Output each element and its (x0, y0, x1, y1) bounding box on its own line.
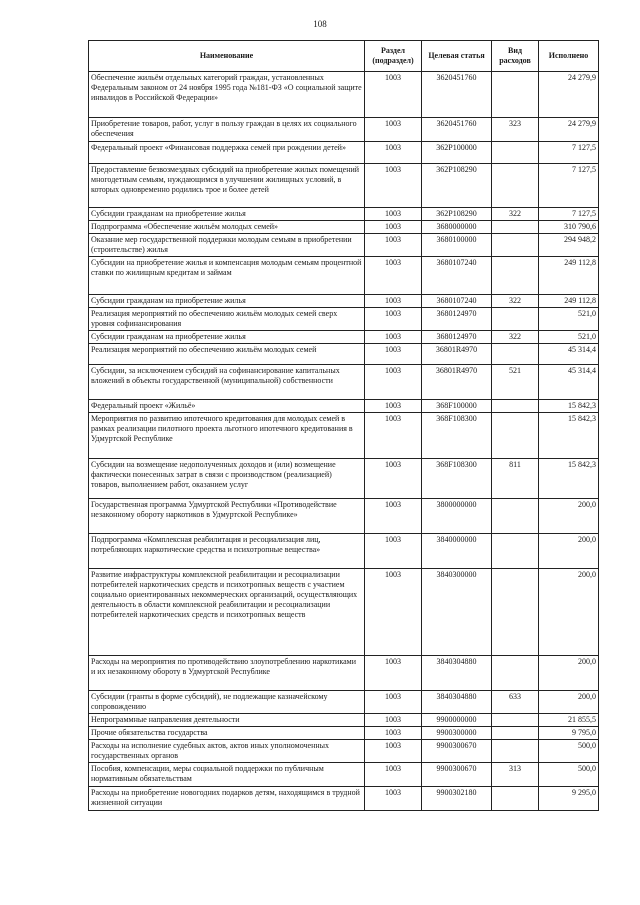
header-target: Целевая статья (422, 41, 492, 72)
table-row (89, 740, 599, 763)
cell-name: Расходы на исполнение судебных актов, актов иных уполномоченных государственных органов (89, 740, 365, 763)
cell-section: 1003 (365, 400, 422, 413)
cell-amount: 9 295,0 (539, 787, 599, 811)
cell-target: 36801R4970 (422, 365, 492, 400)
cell-name: Мероприятия по развитию ипотечного кредитования для молодых семей в рамках реализации пилотного проекта льготного ипотечного кредитования в Удмуртской Республике (89, 413, 365, 459)
cell-name: Федеральный проект «Жильё» (89, 400, 365, 413)
cell-expense-type (492, 569, 539, 656)
cell-name: Субсидии на приобретение жилья и компенсация молодым семьям процентной ставки по жилищным кредитам и займам (89, 257, 365, 295)
cell-expense-type (492, 400, 539, 413)
table-row (89, 569, 599, 656)
cell-expense-type (492, 727, 539, 740)
cell-expense-type (492, 221, 539, 234)
cell-target: 3840000000 (422, 534, 492, 569)
cell-target: 3840300000 (422, 569, 492, 656)
cell-expense-type (492, 499, 539, 534)
cell-name: Субсидии на возмещение недополученных доходов и (или) возмещение фактически понесенных затрат в связи с производством (реализацией) товаров, выполнением работ, оказанием услуг (89, 459, 365, 499)
cell-expense-type (492, 534, 539, 569)
cell-expense-type (492, 413, 539, 459)
cell-amount: 200,0 (539, 534, 599, 569)
cell-section: 1003 (365, 740, 422, 763)
table-row (89, 221, 599, 234)
header-expense-type: Вид расходов (492, 41, 539, 72)
cell-section: 1003 (365, 295, 422, 308)
table-row (89, 714, 599, 727)
cell-amount: 45 314,4 (539, 344, 599, 365)
table-row (89, 365, 599, 400)
cell-name: Пособия, компенсации, меры социальной поддержки по публичным нормативным обязательствам (89, 763, 365, 787)
cell-name: Оказание мер государственной поддержки молодым семьям в приобретении (строительстве) жилья (89, 234, 365, 257)
cell-expense-type: 313 (492, 763, 539, 787)
table-row (89, 164, 599, 208)
header-amount: Исполнено (539, 41, 599, 72)
cell-target: 3680124970 (422, 308, 492, 331)
cell-expense-type: 322 (492, 208, 539, 221)
cell-name: Субсидии, за исключением субсидий на софинансирование капитальных вложений в объекты государственной (муниципальной) собственности (89, 365, 365, 400)
cell-amount: 7 127,5 (539, 208, 599, 221)
cell-section: 1003 (365, 234, 422, 257)
cell-name: Расходы на приобретение новогодних подарков детям, находящимся в трудной жизненной ситуации (89, 787, 365, 811)
table-header (89, 41, 599, 72)
cell-expense-type: 633 (492, 691, 539, 714)
cell-amount: 15 842,3 (539, 413, 599, 459)
cell-amount: 249 112,8 (539, 257, 599, 295)
cell-target: 368F100000 (422, 400, 492, 413)
table-row (89, 787, 599, 811)
table-row (89, 499, 599, 534)
table-row (89, 331, 599, 344)
cell-name: Расходы на мероприятия по противодействию злоупотреблению наркотиками и их незаконному обороту в Удмуртской Республике (89, 656, 365, 691)
table-row (89, 72, 599, 118)
cell-target: 3840304880 (422, 656, 492, 691)
cell-expense-type (492, 714, 539, 727)
page-number: 108 (313, 19, 327, 29)
cell-amount: 500,0 (539, 763, 599, 787)
cell-expense-type (492, 656, 539, 691)
cell-target: 9900000000 (422, 714, 492, 727)
cell-amount: 249 112,8 (539, 295, 599, 308)
cell-amount: 200,0 (539, 499, 599, 534)
table-row (89, 308, 599, 331)
cell-expense-type (492, 308, 539, 331)
cell-amount: 15 842,3 (539, 459, 599, 499)
cell-section: 1003 (365, 118, 422, 142)
cell-section: 1003 (365, 142, 422, 164)
cell-section: 1003 (365, 763, 422, 787)
cell-amount: 200,0 (539, 569, 599, 656)
cell-name: Государственная программа Удмуртской Республики «Противодействие незаконному обороту наркотиков в Удмуртской Республике» (89, 499, 365, 534)
cell-name: Субсидии гражданам на приобретение жилья (89, 208, 365, 221)
cell-amount: 15 842,3 (539, 400, 599, 413)
table-body (89, 72, 599, 811)
cell-name: Реализация мероприятий по обеспечению жильём молодых семей сверх уровня софинансирования (89, 308, 365, 331)
cell-section: 1003 (365, 344, 422, 365)
cell-amount: 200,0 (539, 691, 599, 714)
table-row (89, 656, 599, 691)
cell-section: 1003 (365, 691, 422, 714)
cell-amount: 9 795,0 (539, 727, 599, 740)
cell-name: Предоставление безвозмездных субсидий на приобретение жилых помещений многодетным семьям, нуждающимся в улучшении жилищных условий, в которых одновременно родились трое и более детей (89, 164, 365, 208)
cell-amount: 310 790,6 (539, 221, 599, 234)
cell-name: Прочие обязательства государства (89, 727, 365, 740)
table-row (89, 257, 599, 295)
cell-name: Субсидии гражданам на приобретение жилья (89, 295, 365, 308)
cell-section: 1003 (365, 308, 422, 331)
table-row (89, 344, 599, 365)
cell-expense-type (492, 257, 539, 295)
table-row (89, 400, 599, 413)
cell-section: 1003 (365, 534, 422, 569)
cell-amount: 521,0 (539, 308, 599, 331)
cell-expense-type: 322 (492, 331, 539, 344)
table-row (89, 142, 599, 164)
table-row (89, 208, 599, 221)
cell-expense-type (492, 740, 539, 763)
cell-section: 1003 (365, 413, 422, 459)
table-row (89, 459, 599, 499)
cell-target: 362P108290 (422, 208, 492, 221)
cell-target: 362P108290 (422, 164, 492, 208)
cell-expense-type: 521 (492, 365, 539, 400)
cell-section: 1003 (365, 656, 422, 691)
cell-name: Подпрограмма «Обеспечение жильём молодых семей» (89, 221, 365, 234)
cell-target: 3620451760 (422, 118, 492, 142)
cell-section: 1003 (365, 257, 422, 295)
cell-amount: 24 279,9 (539, 118, 599, 142)
cell-target: 3800000000 (422, 499, 492, 534)
cell-target: 3620451760 (422, 72, 492, 118)
table-row (89, 413, 599, 459)
cell-name: Подпрограмма «Комплексная реабилитация и ресоциализация лиц, потребляющих наркотические средства и психотропные вещества» (89, 534, 365, 569)
cell-amount: 294 948,2 (539, 234, 599, 257)
cell-name: Непрограммные направления деятельности (89, 714, 365, 727)
cell-name: Развитие инфраструктуры комплексной реабилитации и ресоциализации потребителей наркотических средств и психотропных веществ с участием социально ориентированных некоммерческих организаций, осуществляющих деятельность в области комплексной реабилитации и ресоциализации потребителей наркотических средств и психотропных веществ (89, 569, 365, 656)
budget-table (88, 40, 599, 811)
cell-target: 3680107240 (422, 295, 492, 308)
cell-target: 9900300670 (422, 740, 492, 763)
cell-amount: 521,0 (539, 331, 599, 344)
cell-target: 368F108300 (422, 413, 492, 459)
cell-amount: 7 127,5 (539, 142, 599, 164)
cell-name: Субсидии (гранты в форме субсидий), не подлежащие казначейскому сопровождению (89, 691, 365, 714)
cell-target: 3680107240 (422, 257, 492, 295)
cell-section: 1003 (365, 164, 422, 208)
header-name: Наименование (89, 41, 365, 72)
cell-name: Субсидии гражданам на приобретение жилья (89, 331, 365, 344)
cell-name: Обеспечение жильём отдельных категорий граждан, установленных Федеральным законом от 24 ноября 1995 года №181-ФЗ «О социальной защите инвалидов в Российской Федерации» (89, 72, 365, 118)
cell-expense-type (492, 787, 539, 811)
table-row (89, 763, 599, 787)
table-row (89, 534, 599, 569)
cell-expense-type (492, 164, 539, 208)
cell-target: 9900302180 (422, 787, 492, 811)
cell-section: 1003 (365, 72, 422, 118)
cell-expense-type (492, 234, 539, 257)
cell-name: Приобретение товаров, работ, услуг в пользу граждан в целях их социального обеспечения (89, 118, 365, 142)
cell-amount: 500,0 (539, 740, 599, 763)
cell-section: 1003 (365, 727, 422, 740)
cell-target: 9900300670 (422, 763, 492, 787)
cell-target: 9900300000 (422, 727, 492, 740)
table-row (89, 118, 599, 142)
header-row (89, 41, 599, 72)
cell-amount: 200,0 (539, 656, 599, 691)
cell-section: 1003 (365, 459, 422, 499)
cell-section: 1003 (365, 208, 422, 221)
cell-section: 1003 (365, 569, 422, 656)
cell-amount: 24 279,9 (539, 72, 599, 118)
cell-target: 368F108300 (422, 459, 492, 499)
header-section: Раздел (подраздел) (365, 41, 422, 72)
table-row (89, 691, 599, 714)
cell-section: 1003 (365, 499, 422, 534)
cell-expense-type (492, 142, 539, 164)
cell-target: 3680124970 (422, 331, 492, 344)
cell-section: 1003 (365, 787, 422, 811)
table-row (89, 295, 599, 308)
table-row (89, 234, 599, 257)
cell-name: Реализация мероприятий по обеспечению жильём молодых семей (89, 344, 365, 365)
cell-target: 3840304880 (422, 691, 492, 714)
cell-amount: 45 314,4 (539, 365, 599, 400)
cell-expense-type (492, 344, 539, 365)
cell-section: 1003 (365, 221, 422, 234)
cell-amount: 21 855,5 (539, 714, 599, 727)
cell-section: 1003 (365, 365, 422, 400)
cell-section: 1003 (365, 331, 422, 344)
cell-target: 3680100000 (422, 234, 492, 257)
cell-target: 362P100000 (422, 142, 492, 164)
cell-section: 1003 (365, 714, 422, 727)
table-row (89, 727, 599, 740)
cell-expense-type: 322 (492, 295, 539, 308)
cell-target: 3680000000 (422, 221, 492, 234)
cell-expense-type: 811 (492, 459, 539, 499)
cell-expense-type: 323 (492, 118, 539, 142)
cell-target: 36801R4970 (422, 344, 492, 365)
cell-name: Федеральный проект «Финансовая поддержка семей при рождении детей» (89, 142, 365, 164)
cell-expense-type (492, 72, 539, 118)
cell-amount: 7 127,5 (539, 164, 599, 208)
